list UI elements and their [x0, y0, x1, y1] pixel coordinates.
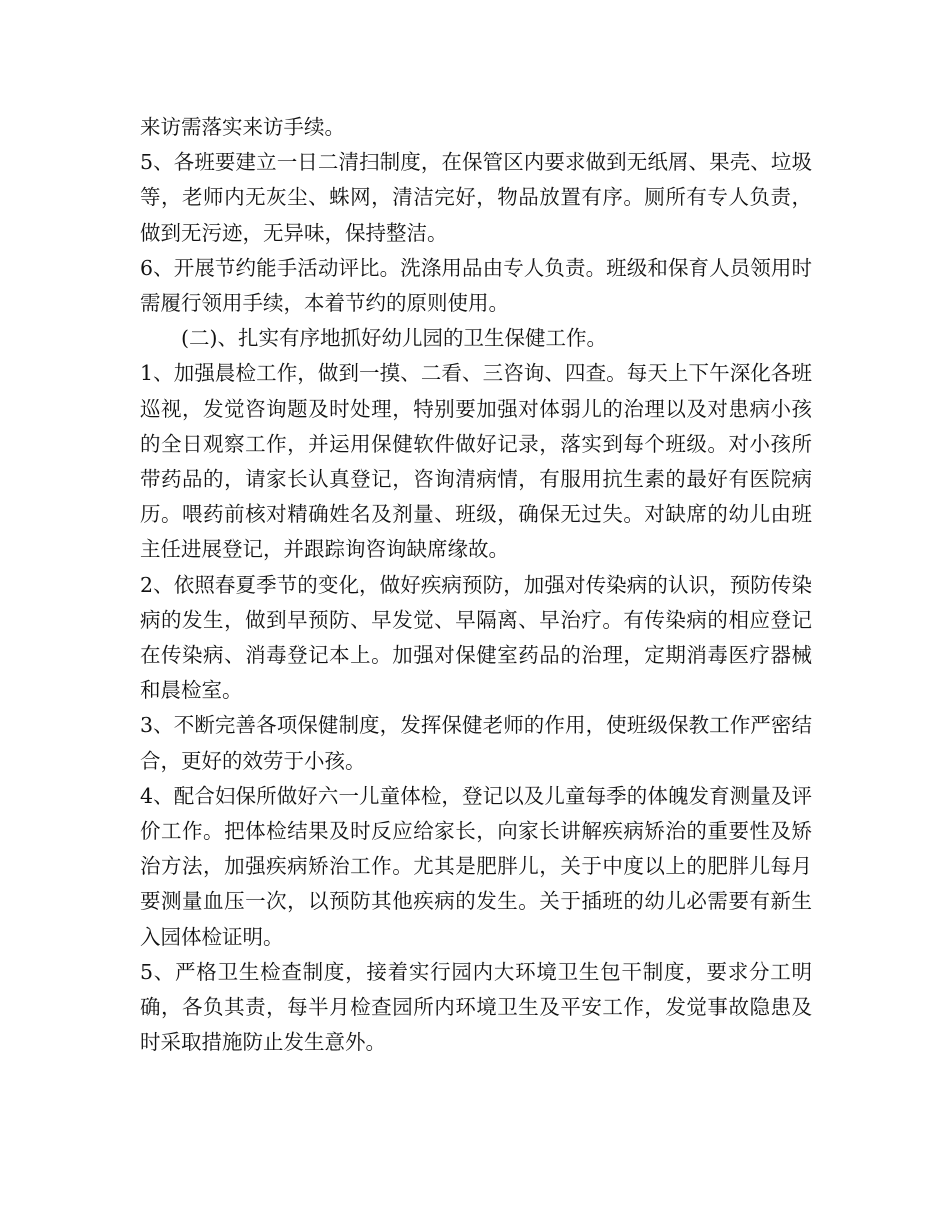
- paragraph-item-5-inspection: 5、严格卫生检查制度，接着实行园内大环境卫生包干制度，要求分工明确，各负其责，每半月检查园所内环境卫生及平安工作，发觉事故隐患及时采取措施防止发生意外。: [140, 959, 812, 1055]
- paragraph-item-1-morning-check: 1、加强晨检工作，做到一摸、二看、三咨询、四查。每天上下午深化各班巡视，发觉咨询题及时处理，特别要加强对体弱儿的治理以及对患病小孩的全日观察工作，并运用保健软件做好记录，落实到每个班级。对小孩所带药品的，请家长认真登记，咨询清病情，有服用抗生素的最好有医院病历。喂药前核对精确姓名及剂量、班级，确保无过失。对缺席的幼儿由班主任进展登记，并跟踪询咨询缺席缘故。: [140, 361, 812, 562]
- section-heading-health-care: (二)、扎实有序地抓好幼儿园的卫生保健工作。: [181, 326, 607, 351]
- paragraph-item-2-disease-prevention: 2、依照春夏季节的变化，做好疾病预防，加强对传染病的认识，预防传染病的发生，做到早预防、早发觉、早隔离、早治疗。有传染病的相应登记在传染病、消毒登记本上。加强对保健室药品的治理，定期消毒医疗器械和晨检室。: [140, 572, 812, 703]
- paragraph-item-3-health-system: 3、不断完善各项保健制度，发挥保健老师的作用，使班级保教工作严密结合，更好的效劳于小孩。: [140, 713, 812, 773]
- document-body: [140, 110, 812, 1060]
- paragraph-item-6-saving: 6、开展节约能手活动评比。洗涤用品由专人负责。班级和保育人员领用时需履行领用手续，本着节约的原则使用。: [140, 255, 812, 316]
- paragraph-item-4-physical-exam: 4、配合妇保所做好六一儿童体检，登记以及儿童每季的体魄发育测量及评价工作。把体检结果及时反应给家长，向家长讲解疾病矫治的重要性及矫治方法，加强疾病矫治工作。尤其是肥胖儿，关于中度以上的肥胖儿每月要测量血压一次，以预防其他疾病的发生。关于插班的幼儿必需要有新生入园体检证明。: [140, 783, 812, 949]
- paragraph-visit-procedure: 来访需落实来访手续。: [140, 115, 345, 139]
- paragraph-item-5-cleaning: 5、各班要建立一日二清扫制度，在保管区内要求做到无纸屑、果壳、垃圾等，老师内无灰尘、蛛网，清洁完好，物品放置有序。厕所有专人负责，做到无污迹，无异味，保持整洁。: [140, 150, 812, 245]
